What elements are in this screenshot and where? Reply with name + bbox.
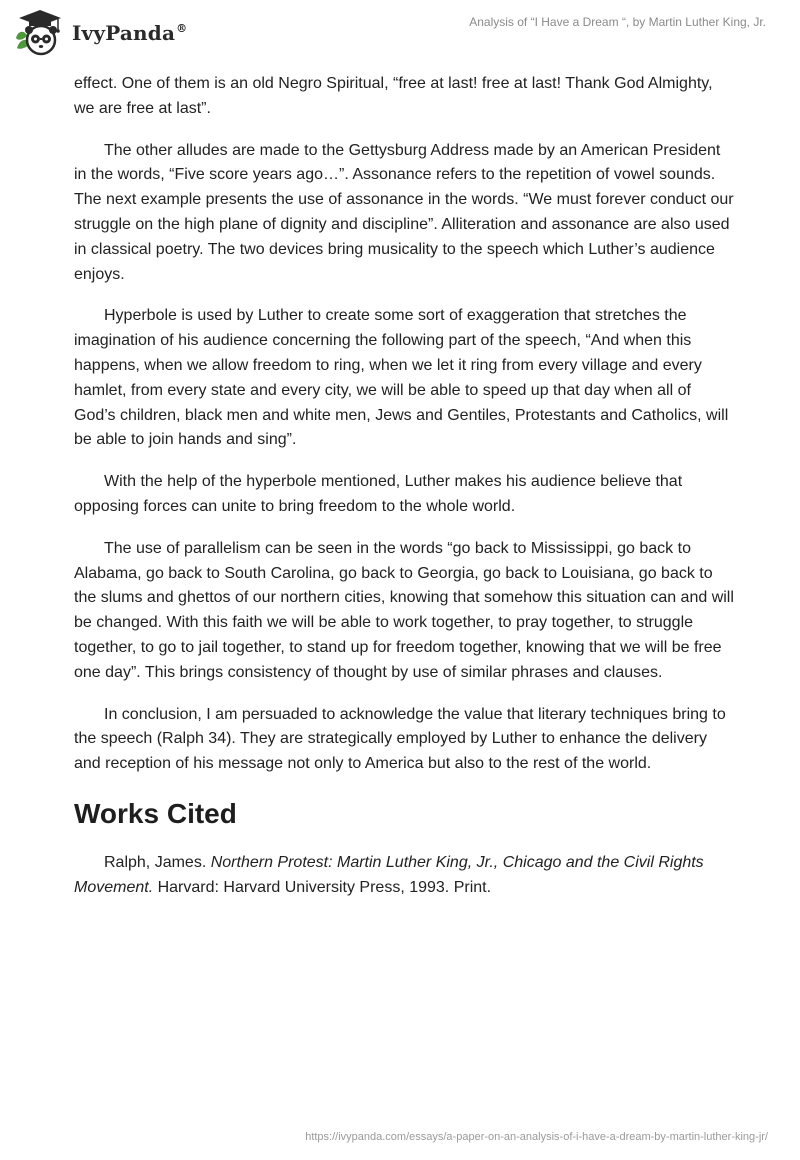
citation-author: Ralph, James.	[104, 853, 211, 871]
citation-title: Northern Protest: Martin Luther King, Jr., Chicago and the Civil Rights Movement.	[74, 853, 704, 896]
panda-graduate-icon	[14, 8, 66, 58]
citation-publisher: Harvard: Harvard University Press, 1993. Print.	[153, 878, 492, 896]
works-cited-heading: Works Cited	[74, 797, 237, 829]
brand-name: IvyPanda®	[72, 21, 188, 45]
essay-body	[74, 72, 734, 901]
paragraph-continued: effect. One of them is an old Negro Spiritual, “free at last! free at last! Thank God Almighty, we are free at last”.	[74, 75, 713, 117]
paragraph: Hyperbole is used by Luther to create some sort of exaggeration that stretches the imagination of his audience concerning the following part of the speech, “And when this happens, when we allow freedom to ring, when we let it ring from every village and every hamlet, from every state and every city, we will be able to speed up that day when all of God’s children, black men and white men, Jews and Gentiles, Protestants and Catholics, will be able to join hands and sing”.	[74, 307, 729, 449]
paragraph: With the help of the hyperbole mentioned, Luther makes his audience believe that opposing forces can unite to bring freedom to the whole world.	[74, 473, 683, 515]
page-header	[0, 0, 800, 70]
running-title: Analysis of “I Have a Dream “, by Martin Luther King, Jr.	[469, 15, 766, 29]
paragraph: The other alludes are made to the Gettysburg Address made by an American President in the words, “Five score years ago…”. Assonance refers to the repetition of vowel sounds. The next example presents the use of assonance in the words. “We must forever conduct our struggle on the high plane of dignity and discipline”. Alliteration and assonance are also used in classical poetry. The two devices bring musicality to the speech which Luther’s audience enjoys.	[74, 141, 734, 283]
citation-entry	[74, 851, 734, 901]
source-url-link[interactable]: https://ivypanda.com/essays/a-paper-on-an-analysis-of-i-have-a-dream-by-martin-luther-king-jr/	[305, 1131, 768, 1143]
paragraph: The use of parallelism can be seen in the words “go back to Mississippi, go back to Alabama, go back to South Carolina, go back to Georgia, go back to Louisiana, go back to the slums and ghettos of our northern cities, knowing that somehow this situation can and will be changed. With this faith we will be able to work together, to pray together, to struggle together, to go to jail together, to stand up for freedom together, knowing that we will be free one day”. This brings consistency of thought by use of similar phrases and clauses.	[74, 539, 734, 681]
ivypanda-logo[interactable]	[14, 8, 187, 58]
paragraph: In conclusion, I am persuaded to acknowledge the value that literary techniques bring to the speech (Ralph 34). They are strategically employed by Luther to enhance the delivery and reception of his message not only to America but also to the rest of the world.	[74, 705, 726, 773]
